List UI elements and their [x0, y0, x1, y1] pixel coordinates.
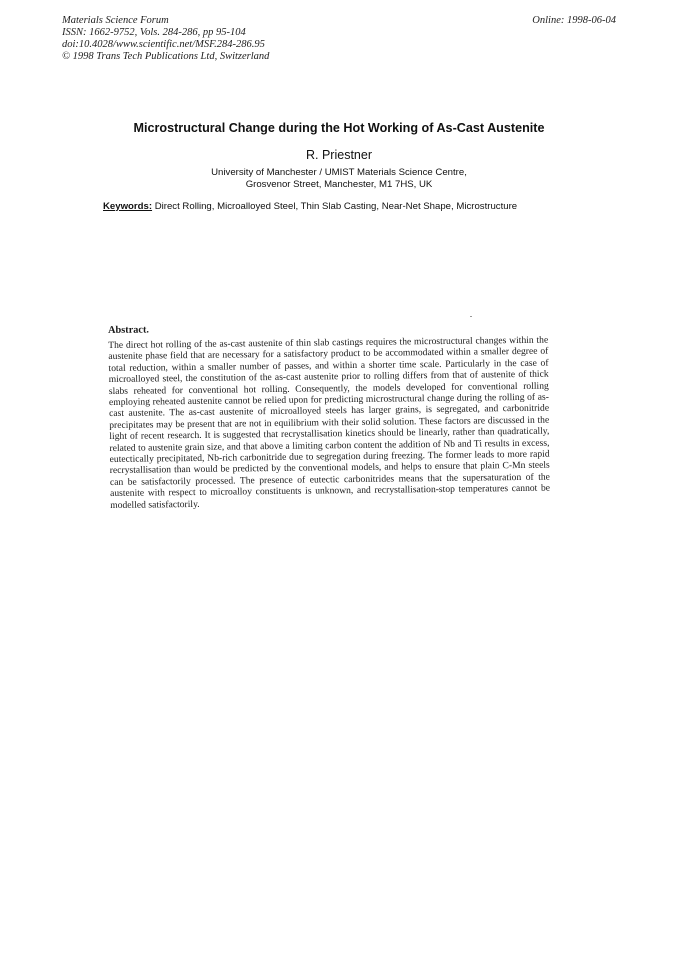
abstract-section — [108, 320, 550, 511]
affiliation-line-1: University of Manchester / UMIST Materials Science Centre, — [211, 167, 467, 178]
keywords-label: Keywords: — [103, 201, 153, 212]
keywords-list: Direct Rolling, Microalloyed Steel, Thin Slab Casting, Near-Net Shape, Microstructure — [154, 201, 518, 212]
scan-speck — [470, 316, 472, 317]
affiliation-line-2: Grosvenor Street, Manchester, M1 7HS, UK — [245, 179, 433, 190]
abstract-body: The direct hot rolling of the as-cast austenite of thin slab castings requires the microstructural changes within the austenite phase field that are necessary for a satisfactory product to be accommodated within a smaller degree of total reduction, within a smaller number of passes, and within a shorter time scale. Particularly in the case of microalloyed steel, the constitution of the as-cast austenite prior to rolling differs from that of austenite of thick slabs reheated for conventional hot rolling. Consequently, the models developed for conventional rolling employing reheated austenite cannot be relied upon for predicting microstructural change during the rolling of as-cast austenite. The as-cast austenite of microalloyed steels has larger grains, is segregated, and carbonitride precipitates may be present that are not in equilibrium with their solid solution. These factors are discussed in the light of recent research. It is suggested that recrystallisation kinetics should be linearly, rather than quadratically, related to austenite grain size, and that above a limiting carbon content the addition of Nb and Ti results in excess, eutectically precipitated, Nb-rich carbonitride due to segregation during freezing. The former leads to more rapid recrystallisation than would be predicted by the conventional models, and helps to ensure that plain C-Mn steels can be satisfactorily processed. The presence of eutectic carbonitrides means that the supersaturation of the austenite with respect to microalloy constituents is unknown, and recrystallisation-stop temperatures cannot be modelled satisfactorily. — [108, 334, 551, 511]
doi-line: doi:10.4028/www.scientific.net/MSF.284-286.95 — [62, 39, 265, 50]
copyright-line: © 1998 Trans Tech Publications Ltd, Switzerland — [62, 51, 270, 62]
author-name: R. Priestner — [306, 148, 372, 162]
online-date: Online: 1998-06-04 — [532, 15, 616, 26]
affiliation — [0, 167, 678, 191]
paper-title: Microstructural Change during the Hot Working of As-Cast Austenite — [133, 121, 545, 135]
journal-name: Materials Science Forum — [62, 15, 169, 26]
keywords — [103, 201, 563, 212]
abstract-heading: Abstract. — [108, 324, 150, 336]
journal-header — [62, 15, 269, 63]
issn-line: ISSN: 1662-9752, Vols. 284-286, pp 95-104 — [62, 27, 246, 38]
